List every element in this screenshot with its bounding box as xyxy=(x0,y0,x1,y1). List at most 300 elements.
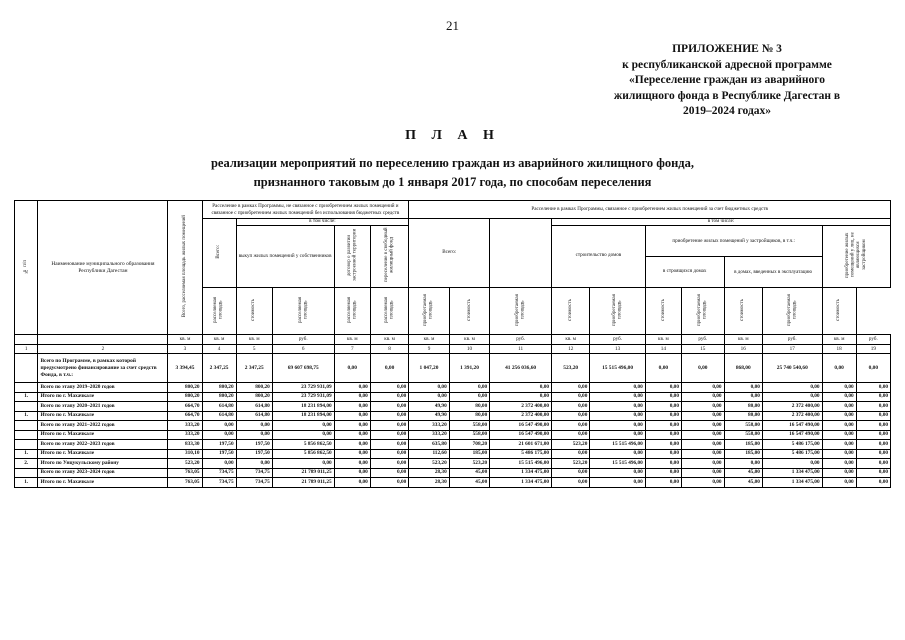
row-value: 0,00 xyxy=(202,459,236,469)
caption-9: приобретаемая площадь xyxy=(409,287,449,335)
unit-col-8: кв. м xyxy=(370,335,408,345)
table-row xyxy=(15,402,891,412)
caption-8: расселяемая площадь xyxy=(370,287,408,335)
row-value: 0,00 xyxy=(552,383,590,393)
row-value: 2 347,25 xyxy=(236,354,272,383)
row-value: 333,20 xyxy=(168,430,202,440)
row-value: 0,00 xyxy=(590,449,645,459)
row-value: 0,00 xyxy=(334,354,370,383)
unit-col-9: кв. м xyxy=(409,335,449,345)
row-value: 0,00 xyxy=(681,402,724,412)
row-value: 523,20 xyxy=(552,440,590,450)
row-value: 0,00 xyxy=(552,449,590,459)
row-value: 0,00 xyxy=(552,402,590,412)
row-value: 0,00 xyxy=(590,402,645,412)
row-index: 1. xyxy=(15,449,38,459)
row-value: 15 515 496,00 xyxy=(590,440,645,450)
colnum-1: 1 xyxy=(15,345,38,354)
row-value: 0,00 xyxy=(370,383,408,393)
row-value: 49,90 xyxy=(409,411,449,421)
row-value: 0,00 xyxy=(856,440,890,450)
unit-col-14: кв. м xyxy=(645,335,681,345)
row-value: 0,00 xyxy=(645,478,681,488)
row-value: 0,00 xyxy=(681,383,724,393)
row-value: 1 334 475,00 xyxy=(490,478,552,488)
appendix-line-0: ПРИЛОЖЕНИЕ № 3 xyxy=(672,43,782,55)
row-value: 0,00 xyxy=(449,383,489,393)
colnum-12: 12 xyxy=(552,345,590,354)
row-value: 5 856 862,50 xyxy=(272,449,334,459)
row-value: 0,00 xyxy=(645,421,681,431)
row-value: 0,00 xyxy=(334,430,370,440)
colnum-4: 4 xyxy=(202,345,236,354)
row-value: 0,00 xyxy=(681,478,724,488)
row-value: 0,00 xyxy=(590,392,645,402)
row-value: 0,00 xyxy=(370,449,408,459)
row-value: 0,00 xyxy=(334,468,370,478)
row-label: Всего по этапу 2022–2023 годов xyxy=(38,440,168,450)
row-value: 28,30 xyxy=(409,468,449,478)
row-value: 1 334 475,00 xyxy=(490,468,552,478)
row-label: Всего по этапу 2021–2022 годов xyxy=(38,421,168,431)
row-value: 708,20 xyxy=(449,440,489,450)
row-index xyxy=(15,430,38,440)
row-value: 0,00 xyxy=(822,440,856,450)
row-value: 1 047,20 xyxy=(409,354,449,383)
row-index: 1. xyxy=(15,411,38,421)
row-value: 0,00 xyxy=(822,449,856,459)
row-index xyxy=(15,402,38,412)
row-value: 800,20 xyxy=(236,392,272,402)
row-value: 0,00 xyxy=(334,402,370,412)
header-total-area: Всего, расселяемая площадь жилых помещений xyxy=(168,201,202,335)
caption-10: стоимость xyxy=(449,287,489,335)
row-value: 0,00 xyxy=(645,354,681,383)
row-value: 15 515 496,00 xyxy=(590,354,645,383)
row-value: 523,20 xyxy=(449,459,489,469)
row-value: 0,00 xyxy=(236,459,272,469)
header-acquisition-developer: приобретение жилых помещений у застройщиков, в т.ч.: xyxy=(645,225,822,256)
row-label: Итого по г. Махачкале xyxy=(38,449,168,459)
row-value: 0,00 xyxy=(645,468,681,478)
header-name: Наименование муниципального образования Республики Дагестан xyxy=(38,201,168,335)
unit-col-3: кв. м xyxy=(168,335,202,345)
appendix-line-4: 2019–2024 годах» xyxy=(682,105,772,118)
header-in-built: в домах, введенных в эксплуатацию xyxy=(724,256,822,287)
row-value: 18 231 894,00 xyxy=(272,411,334,421)
row-label: Всего по Программе, в рамках которой предусмотрено финансирование за счет средств Фонда, в т.ч.: xyxy=(38,354,168,383)
row-index xyxy=(15,354,38,383)
row-value: 0,00 xyxy=(822,411,856,421)
row-value: 45,00 xyxy=(724,478,762,488)
row-label: Всего по этапу 2020–2021 годов xyxy=(38,402,168,412)
caption-13: приобретаемая площадь xyxy=(590,287,645,335)
row-value: 2 372 400,00 xyxy=(490,411,552,421)
row-value: 0,00 xyxy=(202,421,236,431)
row-value: 0,00 xyxy=(334,449,370,459)
row-value: 523,20 xyxy=(552,459,590,469)
row-value: 0,00 xyxy=(822,421,856,431)
row-value: 80,00 xyxy=(449,411,489,421)
row-value: 0,00 xyxy=(681,430,724,440)
plan-table-wrapper xyxy=(14,200,891,488)
row-value: 0,00 xyxy=(856,449,890,459)
unit-col-13: руб. xyxy=(590,335,645,345)
row-value: 0,00 xyxy=(552,430,590,440)
row-value: 0,00 xyxy=(370,430,408,440)
colnum-16: 16 xyxy=(724,345,762,354)
row-value: 0,00 xyxy=(856,421,890,431)
caption-11: приобретаемая площадь xyxy=(490,287,552,335)
row-value: 734,75 xyxy=(202,478,236,488)
unit-col-11: руб. xyxy=(490,335,552,345)
caption-6: расселяемая площадь xyxy=(272,287,334,335)
row-value: 614,80 xyxy=(202,411,236,421)
row-value: 0,00 xyxy=(822,354,856,383)
row-value: 0,00 xyxy=(762,392,822,402)
row-value: 0,00 xyxy=(856,383,890,393)
row-value: 0,00 xyxy=(856,392,890,402)
row-value: 0,00 xyxy=(409,383,449,393)
row-value: 0,00 xyxy=(681,468,724,478)
row-value: 0,00 xyxy=(681,354,724,383)
unit-col-15: руб. xyxy=(681,335,724,345)
table-row xyxy=(15,411,891,421)
row-value: 0,00 xyxy=(370,440,408,450)
unit-col-19: руб. xyxy=(856,335,890,345)
row-value: 197,50 xyxy=(236,449,272,459)
unit-col-1 xyxy=(15,335,38,345)
caption-16: стоимость xyxy=(724,287,762,335)
row-value: 0,00 xyxy=(449,392,489,402)
row-value: 734,75 xyxy=(202,468,236,478)
colnum-7: 7 xyxy=(334,345,370,354)
row-value: 0,00 xyxy=(822,430,856,440)
row-value: 16 547 490,00 xyxy=(762,430,822,440)
row-value: 0,00 xyxy=(552,411,590,421)
colnum-5: 5 xyxy=(236,345,272,354)
row-value: 185,00 xyxy=(724,440,762,450)
row-value: 16 547 490,00 xyxy=(762,421,822,431)
header-construction: строительство домов xyxy=(552,225,646,287)
row-value: 800,20 xyxy=(168,392,202,402)
row-value: 3 394,45 xyxy=(168,354,202,383)
row-value: 558,00 xyxy=(449,430,489,440)
row-value: 16 547 490,00 xyxy=(490,430,552,440)
header-budget-total: Всего: xyxy=(409,219,490,287)
row-value: 23 729 931,09 xyxy=(272,383,334,393)
row-value: 5 486 175,00 xyxy=(762,449,822,459)
row-label: Итого по г. Махачкале xyxy=(38,392,168,402)
row-value: 0,00 xyxy=(552,468,590,478)
row-value: 0,00 xyxy=(822,459,856,469)
page-number: 21 xyxy=(446,18,459,33)
colnum-6: 6 xyxy=(272,345,334,354)
row-value: 1 391,20 xyxy=(449,354,489,383)
row-value: 18 231 894,00 xyxy=(272,402,334,412)
unit-col-4: кв. м xyxy=(202,335,236,345)
appendix-line-2: «Переселение граждан из аварийного xyxy=(629,74,825,87)
row-value: 15 515 496,00 xyxy=(590,459,645,469)
row-value: 310,10 xyxy=(168,449,202,459)
row-value: 0,00 xyxy=(490,383,552,393)
plan-table xyxy=(14,200,891,488)
row-value: 0,00 xyxy=(334,383,370,393)
header-budget-vtch: в том числе: xyxy=(552,219,891,226)
row-value: 0,00 xyxy=(272,421,334,431)
row-value: 333,20 xyxy=(409,430,449,440)
row-value: 0,00 xyxy=(409,392,449,402)
row-value: 5 486 175,00 xyxy=(762,440,822,450)
row-value: 0,00 xyxy=(681,411,724,421)
appendix-line-3: жилищного фонда в Республике Дагестан в xyxy=(613,89,841,102)
row-value: 2 372 400,00 xyxy=(762,411,822,421)
colnum-8: 8 xyxy=(370,345,408,354)
row-value: 21 601 671,00 xyxy=(490,440,552,450)
row-value: 0,00 xyxy=(370,478,408,488)
row-value: 1 334 475,00 xyxy=(762,468,822,478)
colnum-17: 17 xyxy=(762,345,822,354)
row-value: 80,00 xyxy=(724,402,762,412)
row-value: 5 486 175,00 xyxy=(490,449,552,459)
row-value: 21 789 011,25 xyxy=(272,468,334,478)
row-value: 0,00 xyxy=(334,411,370,421)
row-value: 523,20 xyxy=(552,354,590,383)
row-index xyxy=(15,468,38,478)
header-private-total: Всего: xyxy=(202,219,236,287)
row-value: 2 372 400,00 xyxy=(762,402,822,412)
table-row xyxy=(15,459,891,469)
row-value: 614,80 xyxy=(202,402,236,412)
header-pereselenie-svobodnyy: переселение в свободный жилищный фонд xyxy=(370,225,408,287)
row-value: 0,00 xyxy=(856,402,890,412)
header-col-no: № п/п xyxy=(15,201,38,335)
row-value: 0,00 xyxy=(334,421,370,431)
row-value: 185,00 xyxy=(449,449,489,459)
unit-col-16: кв. м xyxy=(724,335,762,345)
row-value: 0,00 xyxy=(681,440,724,450)
row-label: Итого по г. Махачкале xyxy=(38,478,168,488)
row-value: 25 740 540,60 xyxy=(762,354,822,383)
row-value: 0,00 xyxy=(590,468,645,478)
colnum-11: 11 xyxy=(490,345,552,354)
row-value: 0,00 xyxy=(370,411,408,421)
row-value: 0,00 xyxy=(724,459,762,469)
colnum-10: 10 xyxy=(449,345,489,354)
colnum-3: 3 xyxy=(168,345,202,354)
row-value: 45,00 xyxy=(724,468,762,478)
row-label: Итого по Унцукульскому району xyxy=(38,459,168,469)
row-index xyxy=(15,440,38,450)
header-group-budget: Расселение в рамках Программы, связанное с приобретением жилых помещений за счет бюджетных средств xyxy=(409,201,891,219)
row-value: 0,00 xyxy=(856,468,890,478)
row-index: 1. xyxy=(15,478,38,488)
document-title xyxy=(0,128,905,192)
row-value: 800,20 xyxy=(168,383,202,393)
row-value: 0,00 xyxy=(681,421,724,431)
row-value: 0,00 xyxy=(590,411,645,421)
colnum-14: 14 xyxy=(645,345,681,354)
row-index xyxy=(15,383,38,393)
unit-col-6: руб. xyxy=(272,335,334,345)
row-value: 197,50 xyxy=(202,440,236,450)
row-value: 0,00 xyxy=(856,411,890,421)
row-value: 0,00 xyxy=(681,449,724,459)
row-value: 49,90 xyxy=(409,402,449,412)
row-value: 763,05 xyxy=(168,468,202,478)
row-value: 5 856 862,50 xyxy=(272,440,334,450)
row-value: 0,00 xyxy=(236,430,272,440)
table-row xyxy=(15,392,891,402)
row-value: 0,00 xyxy=(645,459,681,469)
table-row xyxy=(15,354,891,383)
row-value: 0,00 xyxy=(681,392,724,402)
row-index: 2. xyxy=(15,459,38,469)
row-value: 0,00 xyxy=(334,392,370,402)
row-value: 0,00 xyxy=(370,468,408,478)
row-label: Итого по г. Махачкале xyxy=(38,411,168,421)
table-row xyxy=(15,421,891,431)
row-value: 0,00 xyxy=(334,440,370,450)
row-label: Всего по этапу 2019–2020 годов xyxy=(38,383,168,393)
colnum-13: 13 xyxy=(590,345,645,354)
row-value: 0,00 xyxy=(552,421,590,431)
row-value: 763,05 xyxy=(168,478,202,488)
row-value: 635,80 xyxy=(409,440,449,450)
row-value: 0,00 xyxy=(552,478,590,488)
unit-col-7: кв. м xyxy=(334,335,370,345)
row-label: Итого по г. Махачкале xyxy=(38,430,168,440)
row-value: 0,00 xyxy=(856,478,890,488)
row-value: 734,75 xyxy=(236,478,272,488)
row-value: 0,00 xyxy=(334,478,370,488)
row-value: 0,00 xyxy=(645,411,681,421)
row-value: 0,00 xyxy=(370,459,408,469)
row-value: 0,00 xyxy=(762,459,822,469)
row-value: 558,00 xyxy=(724,421,762,431)
row-value: 0,00 xyxy=(370,421,408,431)
row-index: 1. xyxy=(15,392,38,402)
row-value: 0,00 xyxy=(645,383,681,393)
caption-5: стоимость xyxy=(236,287,272,335)
colnum-2: 2 xyxy=(38,345,168,354)
row-value: 0,00 xyxy=(645,392,681,402)
row-value: 800,20 xyxy=(202,383,236,393)
table-row xyxy=(15,449,891,459)
row-value: 2 372 400,00 xyxy=(490,402,552,412)
colnum-18: 18 xyxy=(822,345,856,354)
plan-heading: П Л А Н xyxy=(405,128,500,143)
row-value: 0,00 xyxy=(856,459,890,469)
row-value: 23 729 931,09 xyxy=(272,392,334,402)
row-value: 28,30 xyxy=(409,478,449,488)
unit-col-18: кв. м xyxy=(822,335,856,345)
row-value: 614,80 xyxy=(236,411,272,421)
unit-col-5: кв. м xyxy=(236,335,272,345)
table-row xyxy=(15,478,891,488)
row-index xyxy=(15,421,38,431)
row-value: 0,00 xyxy=(822,383,856,393)
row-value: 41 256 036,60 xyxy=(490,354,552,383)
caption-7: расселяемая площадь xyxy=(334,287,370,335)
row-value: 0,00 xyxy=(236,421,272,431)
row-value: 0,00 xyxy=(590,383,645,393)
caption-18: стоимость xyxy=(822,287,856,335)
table-row xyxy=(15,468,891,478)
row-value: 197,50 xyxy=(202,449,236,459)
caption-14: стоимость xyxy=(645,287,681,335)
title-line-2: признанного таковым до 1 января 2017 года, по способам переселения xyxy=(253,174,652,189)
row-value: 0,00 xyxy=(334,459,370,469)
header-vykup: выкуп жилых помещений у собственников xyxy=(236,225,334,287)
row-value: 0,00 xyxy=(645,449,681,459)
row-value: 0,00 xyxy=(681,459,724,469)
row-value: 16 547 490,00 xyxy=(490,421,552,431)
row-value: 0,00 xyxy=(822,478,856,488)
row-value: 333,20 xyxy=(168,421,202,431)
row-value: 69 607 698,75 xyxy=(272,354,334,383)
row-value: 0,00 xyxy=(490,392,552,402)
row-value: 833,30 xyxy=(168,440,202,450)
row-value: 0,00 xyxy=(645,430,681,440)
row-value: 21 789 011,25 xyxy=(272,478,334,488)
row-value: 868,00 xyxy=(724,354,762,383)
row-value: 664,70 xyxy=(168,402,202,412)
colnum-19: 19 xyxy=(856,345,890,354)
unit-col-10: кв. м xyxy=(449,335,489,345)
row-value: 0,00 xyxy=(552,392,590,402)
row-value: 0,00 xyxy=(272,459,334,469)
unit-col-2 xyxy=(38,335,168,345)
row-value: 0,00 xyxy=(272,430,334,440)
row-value: 197,50 xyxy=(236,440,272,450)
row-value: 0,00 xyxy=(762,383,822,393)
row-value: 80,00 xyxy=(449,402,489,412)
row-value: 0,00 xyxy=(822,392,856,402)
row-value: 558,00 xyxy=(449,421,489,431)
row-value: 45,00 xyxy=(449,478,489,488)
row-value: 523,20 xyxy=(409,459,449,469)
unit-col-17: руб. xyxy=(762,335,822,345)
row-value: 734,75 xyxy=(236,468,272,478)
row-value: 800,20 xyxy=(236,383,272,393)
caption-12: стоимость xyxy=(552,287,590,335)
row-value: 0,00 xyxy=(370,392,408,402)
row-value: 0,00 xyxy=(645,402,681,412)
colnum-15: 15 xyxy=(681,345,724,354)
appendix-line-1: к республиканской адресной программе xyxy=(622,58,832,71)
row-value: 0,00 xyxy=(856,430,890,440)
row-value: 80,00 xyxy=(724,411,762,421)
header-budget-total-cost xyxy=(490,219,552,287)
appendix-block xyxy=(577,42,877,120)
header-group-private: Расселение в рамках Программы, не связанное с приобретением жилых помещений и связанное с приобретением жилых помещений без использования бюджетных средств xyxy=(202,201,409,219)
row-value: 15 515 496,00 xyxy=(490,459,552,469)
row-value: 523,20 xyxy=(168,459,202,469)
row-value: 112,60 xyxy=(409,449,449,459)
header-dogovor: договор о развитии застроенной территории xyxy=(334,225,370,287)
title-line-1: реализации мероприятий по переселению граждан из аварийного жилищного фонда, xyxy=(210,156,695,170)
header-acquisition-persons: приобретение жилых помещений у лиц, не являющихся застройщиком xyxy=(822,225,890,287)
colnum-9: 9 xyxy=(409,345,449,354)
row-value: 558,00 xyxy=(724,430,762,440)
row-label: Всего по этапу 2023–2024 годов xyxy=(38,468,168,478)
row-value: 2 347,25 xyxy=(202,354,236,383)
row-value: 0,00 xyxy=(590,421,645,431)
row-value: 0,00 xyxy=(724,383,762,393)
row-value: 800,20 xyxy=(202,392,236,402)
row-value: 0,00 xyxy=(822,402,856,412)
